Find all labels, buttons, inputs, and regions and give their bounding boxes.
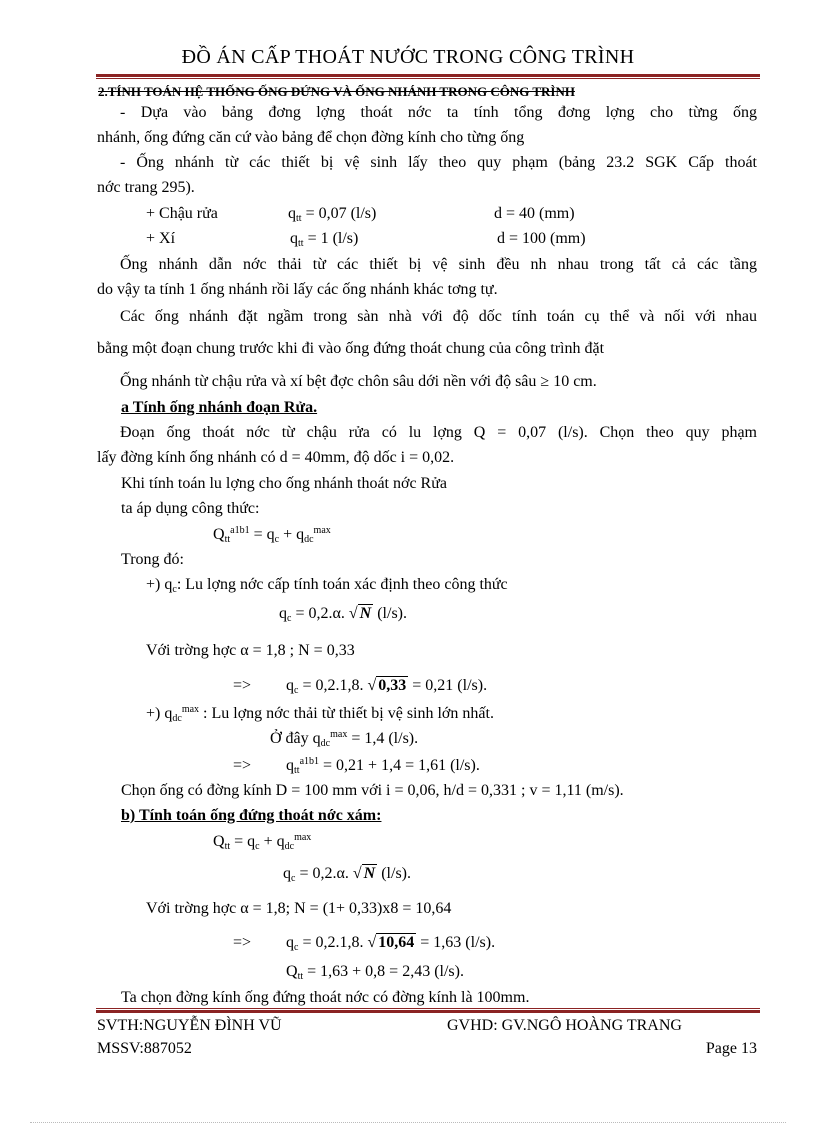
formula-qtt: Qtt = qc + qdc$^{max}$ bbox=[213, 832, 312, 852]
formula-qtt-result: Qtt = 1,63 + 0,8 = 2,43 (l/s). bbox=[286, 963, 464, 982]
footer-advisor: GVHD: GV.NGÔ HOÀNG TRANG bbox=[447, 1017, 682, 1034]
footer-rule bbox=[96, 1010, 760, 1013]
paragraph-line: Ta chọn đờng kính ống đứng thoát nớc có đờng kính là 100mm. bbox=[121, 989, 530, 1006]
paragraph-line: Ở đây qdc$^{max}$ = 1,4 (l/s). bbox=[270, 729, 419, 749]
section-heading: 2.TÍNH TOÁN HỆ THỐNG ỐNG ĐỨNG VÀ ỐNG NHÁNH TRONG CÔNG TRÌNH bbox=[98, 84, 575, 99]
paragraph-line: Khi tính toán lu lợng cho ống nhánh thoát nớc Rửa bbox=[121, 475, 447, 492]
paragraph-line: Ống nhánh từ chậu rửa và xí bệt đợc chôn sâu dới nền với độ sâu ≥ 10 cm. bbox=[120, 373, 597, 390]
paragraph-line: Đoạn ống thoát nớc từ chậu rửa có lu lợng Q = 0,07 (l/s). Chọn theo quy phạm bbox=[120, 424, 757, 441]
heading-a: a Tính ống nhánh đoạn Rửa. bbox=[121, 399, 318, 416]
paragraph-line: +) qc: Lu lợng nớc cấp tính toán xác định theo công thức bbox=[146, 576, 508, 595]
footer-student: SVTH:NGUYỄN ĐÌNH VŨ bbox=[97, 1017, 282, 1034]
formula-qc-result: qc = 0,2.1,8. √ 0,33 = 0,21 (l/s). bbox=[286, 677, 488, 696]
footer-rule-thin bbox=[96, 1008, 760, 1009]
fixture-diameter: d = 40 (mm) bbox=[494, 205, 575, 222]
fixture-name: + Xí bbox=[146, 230, 176, 247]
footer-mssv: MSSV:887052 bbox=[97, 1040, 192, 1057]
formula-arrow: => bbox=[233, 757, 252, 774]
fixture-flow: qtt = 1 (l/s) bbox=[290, 230, 359, 249]
paragraph-line: - Dựa vào bảng đơng lợng thoát nớc ta tính tổng đơng lợng cho từng ống bbox=[120, 104, 757, 121]
paragraph-line: +) qdc$^{max}$ : Lu lợng nớc thải từ thiết bị vệ sinh lớn nhất. bbox=[146, 704, 494, 724]
footer-page-number: Page 13 bbox=[705, 1040, 757, 1057]
paragraph-line: nhánh, ống đứng căn cứ vào bảng để chọn đờng kính cho từng ống bbox=[97, 129, 525, 146]
paragraph-line: do vậy ta tính 1 ống nhánh rồi lấy các ống nhánh khác tơng tự. bbox=[97, 281, 498, 298]
paragraph-line: Với trờng hợc α = 1,8 ; N = 0,33 bbox=[146, 642, 355, 659]
formula-qc: qc = 0,2.α. √ N (l/s). bbox=[279, 605, 407, 624]
paragraph-line: nớc trang 295). bbox=[97, 179, 195, 196]
formula-qtt: Qtt$^{a1b1}$ = qc + qdc$^{max}$ bbox=[213, 525, 331, 545]
formula-arrow: => bbox=[233, 934, 252, 951]
paragraph-line: lấy đờng kính ống nhánh có d = 40mm, độ dốc i = 0,02. bbox=[97, 449, 455, 466]
page-header-title: ĐỒ ÁN CẤP THOÁT NƯỚC TRONG CÔNG TRÌNH bbox=[181, 46, 635, 68]
paragraph-line: Các ống nhánh đặt ngầm trong sàn nhà với độ dốc tính toán cụ thể và nối với nhau bbox=[120, 308, 757, 325]
header-rule-thin bbox=[96, 78, 760, 79]
formula-qtt-result: qtt$^{a1b1}$ = 0,21 + 1,4 = 1,61 (l/s). bbox=[286, 756, 480, 776]
formula-qc-result: qc = 0,2.1,8. √ 10,64 = 1,63 (l/s). bbox=[286, 934, 496, 953]
paragraph-line: Trong đó: bbox=[121, 551, 184, 568]
fixture-diameter: d = 100 (mm) bbox=[497, 230, 586, 247]
fixture-name: + Chậu rửa bbox=[146, 205, 218, 222]
paragraph-line: ta áp dụng công thức: bbox=[121, 500, 260, 517]
paragraph-line: Ống nhánh dẫn nớc thải từ các thiết bị vệ sinh đều nh nhau trong tất cả các tầng bbox=[120, 256, 757, 273]
paragraph-line: Với trờng hợc α = 1,8; N = (1+ 0,33)x8 = 10,64 bbox=[146, 900, 452, 917]
paragraph-line: - Ống nhánh từ các thiết bị vệ sinh lấy theo quy phạm (bảng 23.2 SGK Cấp thoát bbox=[120, 154, 757, 171]
formula-qc: qc = 0,2.α. √ N (l/s). bbox=[283, 865, 411, 884]
paragraph-line: Chọn ống có đờng kính D = 100 mm với i = 0,06, h/d = 0,331 ; v = 1,11 (m/s). bbox=[121, 782, 624, 799]
paragraph-line: bằng một đoạn chung trước khi đi vào ống đứng thoát chung của công trình đặt bbox=[97, 340, 605, 357]
fixture-flow: qtt = 0,07 (l/s) bbox=[288, 205, 377, 224]
formula-arrow: => bbox=[233, 677, 252, 694]
header-rule bbox=[96, 74, 760, 77]
heading-b: b) Tính toán ống đứng thoát nớc xám: bbox=[121, 807, 382, 824]
